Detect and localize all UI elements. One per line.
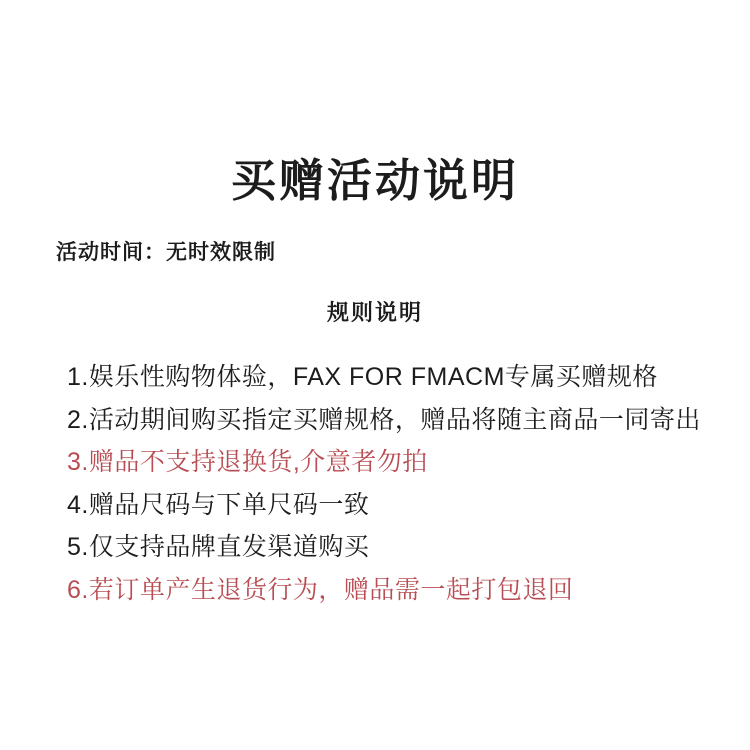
activity-time-label: 活动时间：无时效限制 — [56, 241, 276, 264]
rule-item-3: 3.赠品不支持退换货,介意者勿拍 — [67, 448, 428, 476]
rules-list — [67, 356, 720, 611]
rules-heading: 规则说明 — [326, 300, 423, 325]
rule-item-5: 5.仅支持品牌直发渠道购买 — [67, 533, 370, 561]
rule-item-4: 4.赠品尺码与下单尺码一致 — [67, 490, 370, 519]
rule-item-1: 1.娱乐性购物体验，FAX FOR FMACM专属买赠规格 — [67, 363, 658, 391]
rule-item-6: 6.若订单产生退货行为，赠品需一起打包退回 — [67, 575, 574, 604]
page-title: 买赠活动说明 — [230, 155, 519, 206]
rule-item-2: 2.活动期间购买指定买赠规格，赠品将随主商品一同寄出 — [67, 405, 701, 434]
